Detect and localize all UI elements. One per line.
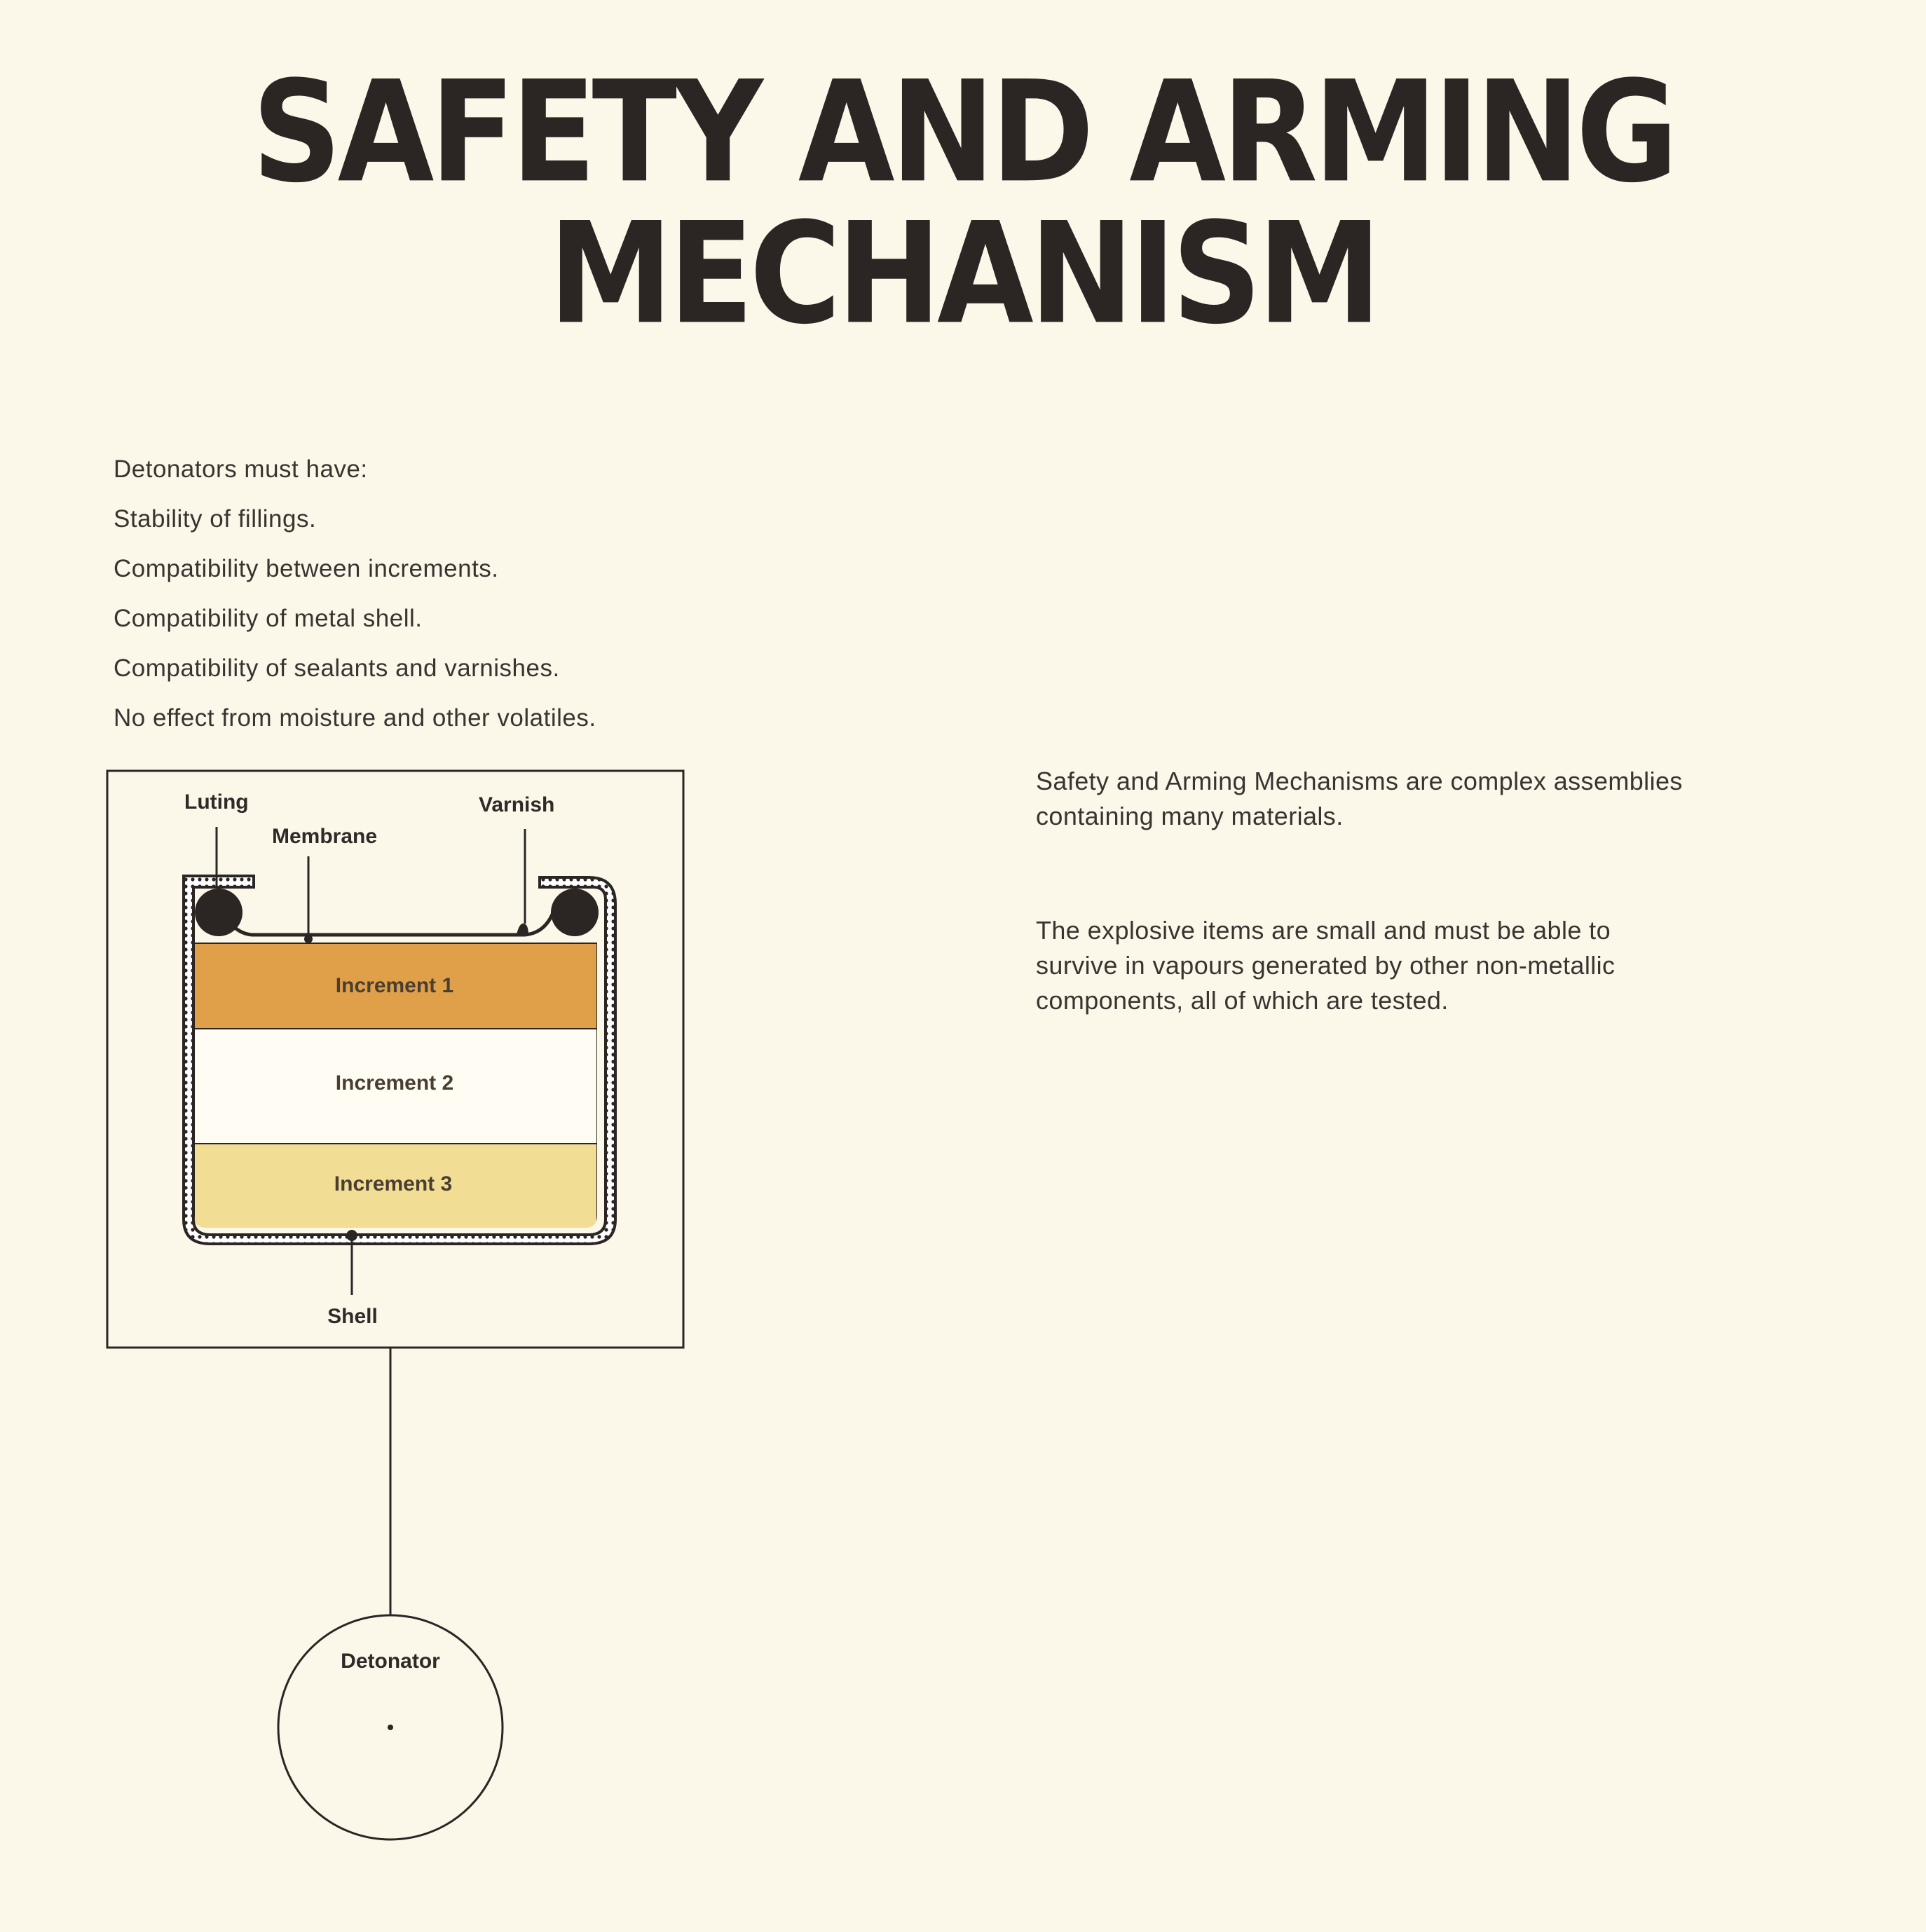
varnish-blob bbox=[517, 924, 528, 935]
increment-3-label: Increment 3 bbox=[334, 1172, 453, 1195]
shell-label: Shell bbox=[327, 1305, 378, 1328]
detonator-center-dot bbox=[388, 1725, 393, 1730]
requirement-item: Compatibility of metal shell. bbox=[114, 605, 423, 632]
detonator-label: Detonator bbox=[341, 1650, 440, 1673]
page-title-line-2: MECHANISM bbox=[548, 192, 1378, 355]
description-line: Safety and Arming Mechanisms are complex assemblies bbox=[1036, 767, 1683, 795]
description-line: The explosive items are small and must be able to bbox=[1036, 916, 1611, 945]
membrane-label: Membrane bbox=[272, 825, 378, 848]
requirement-item: Compatibility between increments. bbox=[114, 555, 499, 582]
increment-1-label: Increment 1 bbox=[335, 974, 454, 997]
luting-seal-left bbox=[195, 889, 243, 936]
requirement-item: No effect from moisture and other volatiles. bbox=[114, 704, 596, 732]
luting-seal-right bbox=[551, 889, 599, 936]
shell-dot bbox=[346, 1230, 357, 1241]
description-line: components, all of which are tested. bbox=[1036, 986, 1449, 1015]
luting-label: Luting bbox=[184, 790, 249, 814]
page-title-line-1: SAFETY AND ARMING bbox=[252, 50, 1674, 214]
description-line: containing many materials. bbox=[1036, 802, 1344, 830]
varnish-label: Varnish bbox=[479, 793, 555, 816]
description-line: survive in vapours generated by other non-metallic bbox=[1036, 951, 1616, 980]
membrane-dot bbox=[304, 935, 313, 943]
increment-2-label: Increment 2 bbox=[335, 1071, 454, 1095]
requirements-heading: Detonators must have: bbox=[114, 455, 368, 483]
membrane-line bbox=[219, 904, 554, 935]
requirement-item: Stability of fillings. bbox=[114, 505, 317, 533]
requirement-item: Compatibility of sealants and varnishes. bbox=[114, 655, 560, 682]
